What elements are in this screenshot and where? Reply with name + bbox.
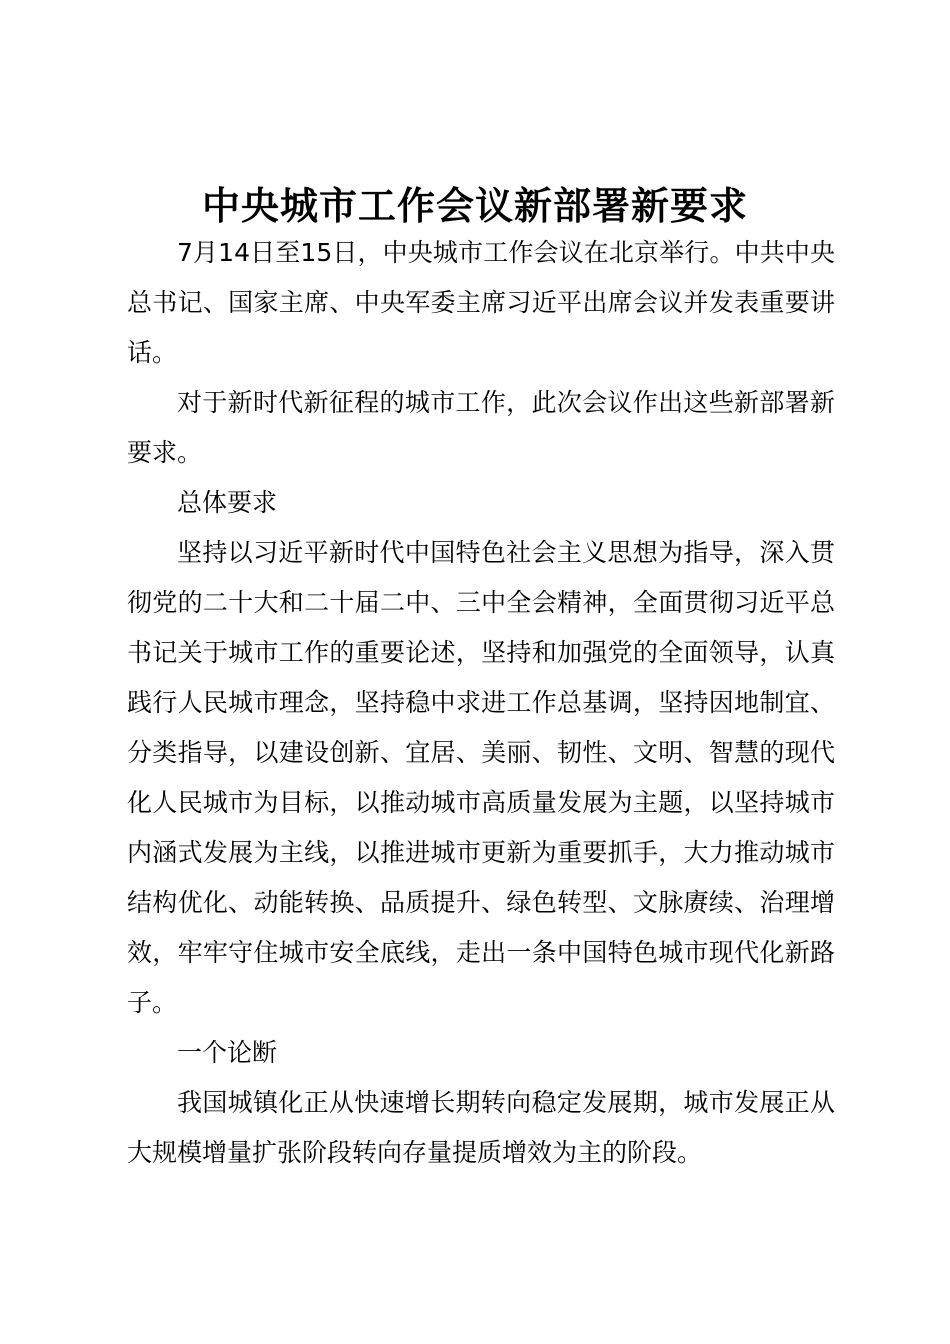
document-title: 中央城市工作会议新部署新要求 bbox=[201, 183, 748, 228]
section-heading-overall: 总体要求 bbox=[177, 488, 278, 517]
paragraph-summary: 对于新时代新征程的城市工作，此次会议作出这些新部署新要求。 bbox=[127, 388, 835, 467]
paragraph-intro: 7月14日至15日，中央城市工作会议在北京举行。中共中央总书记、国家主席、中央军委主席习近平出席会议并发表重要讲话。 bbox=[127, 238, 835, 367]
document-body bbox=[127, 228, 835, 1178]
paragraph-judgment: 我国城镇化正从快速增长期转向稳定发展期，城市发展正从大规模增量扩张阶段转向存量提质增效为主的阶段。 bbox=[127, 1088, 835, 1167]
paragraph-overall: 坚持以习近平新时代中国特色社会主义思想为指导，深入贯彻党的二十大和二十届二中、三中全会精神，全面贯彻习近平总书记关于城市工作的重要论述，坚持和加强党的全面领导，认真践行人民城市理念，坚持稳中求进工作总基调，坚持因地制宜、分类指导，以建设创新、宜居、美丽、韧性、文明、智慧的现代化人民城市为目标，以推动城市高质量发展为主题，以坚持城市内涵式发展为主线，以推进城市更新为重要抓手，大力推动城市结构优化、动能转换、品质提升、绿色转型、文脉赓续、治理增效，牢牢守住城市安全底线，走出一条中国特色城市现代化新路子。 bbox=[127, 538, 835, 1017]
section-heading-judgment: 一个论断 bbox=[177, 1038, 278, 1067]
